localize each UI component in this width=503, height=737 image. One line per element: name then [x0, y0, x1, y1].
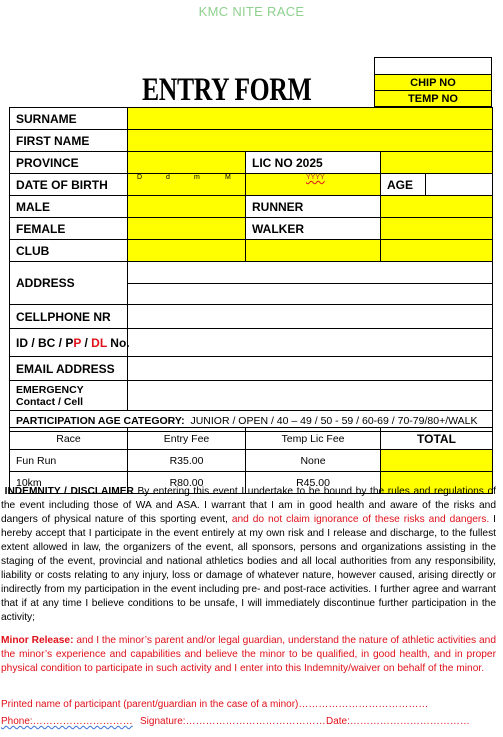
address-field-line1[interactable] [128, 262, 493, 284]
race-title: KMC NITE RACE [198, 4, 305, 19]
cellphone-field[interactable] [128, 305, 493, 329]
province-label: PROVINCE [10, 152, 128, 174]
fees-10km-temp: R45.00 [246, 472, 381, 494]
entry-form-table [9, 107, 493, 432]
dob-d2-hint: d [166, 174, 170, 181]
dob-m1-hint: m [194, 174, 200, 181]
minor-release-paragraph [1, 634, 496, 676]
club-field-1[interactable] [128, 240, 246, 262]
indemnity-paragraph [1, 485, 496, 625]
printed-name-line[interactable]: Printed name of participant (parent/guardian in the case of a minor)………………………………… [1, 699, 429, 710]
fees-header-entry: Entry Fee [128, 428, 246, 450]
surname-label: SURNAME [10, 108, 128, 130]
walker-label: WALKER [246, 218, 381, 240]
first-name-label: FIRST NAME [10, 130, 128, 152]
male-label: MALE [10, 196, 128, 218]
dob-m2-hint: M [225, 174, 231, 181]
fees-header-temp-lic: Temp Lic Fee [246, 428, 381, 450]
emergency-field[interactable] [128, 381, 493, 411]
fees-funrun-race: Fun Run [10, 450, 128, 472]
address-label: ADDRESS [10, 262, 128, 305]
temp-no-label: TEMP NO [374, 90, 492, 107]
phone-line[interactable]: Phone:………………………… [1, 716, 133, 727]
dob-day-month-field[interactable] [128, 174, 246, 196]
emergency-line1: EMERGENCY [16, 383, 84, 396]
id-field[interactable] [128, 329, 493, 357]
indemnity-title: INDEMNITY / DISCLAIMER [4, 486, 134, 497]
club-field-3[interactable] [381, 240, 493, 262]
fees-table [9, 427, 493, 494]
emergency-line2: Contact / Cell [16, 395, 84, 408]
email-label: EMAIL ADDRESS [10, 357, 128, 381]
fees-header-total: TOTAL [381, 428, 493, 450]
first-name-field[interactable] [128, 130, 493, 152]
email-field[interactable] [128, 357, 493, 381]
participation-label: PARTICIPATION AGE CATEGORY: [16, 415, 185, 427]
fees-header-race: Race [10, 428, 128, 450]
indemnity-text-red: and do not claim ignorance of these risks and dangers. [227, 514, 490, 525]
id-prefix: ID / BC / P [16, 335, 74, 350]
fees-10km-race: 10km [10, 472, 128, 494]
female-label: FEMALE [10, 218, 128, 240]
id-label [10, 329, 128, 357]
fees-10km-entry: R80.00 [128, 472, 246, 494]
age-label: AGE [381, 174, 426, 196]
id-sep: / [81, 335, 92, 350]
emergency-label [10, 381, 128, 411]
signature-line[interactable]: Signature:…………………………………… [140, 716, 326, 727]
dob-year-hint: YYYY [306, 174, 325, 181]
indemnity-text1: By entering this event I undertake to be bound by the rules and regulations of the event including those of WA and ASA. I warrant that I am in good health and aware of the risks and dangers of physical nature of this sporting event, [1, 486, 496, 525]
fees-funrun-entry: R35.00 [128, 450, 246, 472]
lic-no-label: LIC NO 2025 [246, 152, 381, 174]
indemnity-text2: I hereby accept that I participate in the event entirely at my own risk and I release and discharge, to the fullest extent allowed in law, the organizers of the event, all sponsors, persons and organizations assisting in the staging of the event, provincial and national athletics bodies and all local authorities from any responsibility, liability or costs relating to any injury, loss or damage of whatever nature, however caused, arising directly or indirectly from my participation in the event including pre- and post-race activities. I further agree and warrant that if at any time I believe conditions to be unsafe, I will immediately discontinue further participation in the activity; [1, 514, 496, 623]
runner-field[interactable] [381, 196, 493, 218]
dob-year-field[interactable] [246, 174, 381, 196]
dob-label: DATE OF BIRTH [10, 174, 128, 196]
club-label: CLUB [10, 240, 128, 262]
fees-funrun-total[interactable] [381, 450, 493, 472]
lic-no-field[interactable] [381, 152, 493, 174]
province-field[interactable] [128, 152, 246, 174]
participation-values[interactable]: JUNIOR / OPEN / 40 – 49 / 50 - 59 / 60-69 / 70-79/80+/WALK [190, 415, 478, 427]
club-field-2[interactable] [246, 240, 381, 262]
walker-field[interactable] [381, 218, 493, 240]
minor-release-title: Minor Release: [1, 635, 74, 646]
id-suffix: No. [106, 335, 130, 350]
male-field[interactable] [128, 196, 246, 218]
cellphone-label: CELLPHONE NR [10, 305, 128, 329]
chip-blank-box[interactable] [374, 57, 492, 75]
fees-funrun-temp: None [246, 450, 381, 472]
date-line[interactable]: Date:……………………………… [326, 716, 470, 727]
age-field[interactable] [426, 174, 493, 196]
surname-field[interactable] [128, 108, 493, 130]
chip-no-label: CHIP NO [374, 74, 492, 91]
address-field-line2[interactable] [128, 283, 493, 305]
dob-d1-hint: D [137, 174, 143, 181]
female-field[interactable] [128, 218, 246, 240]
runner-label: RUNNER [246, 196, 381, 218]
id-p-red: P [73, 335, 82, 350]
minor-release-text: and I the minor’s parent and/or legal guardian, understand the nature of athletic activities and the minor’s experience and capabilities and believe the minor to be qualified, in good health, and in proper physical condition to participate in such activity and I enter into this Indemnity/waiver on behalf of the minor. [1, 635, 496, 674]
id-dl: DL [91, 335, 107, 350]
form-title: ENTRY FORM [142, 72, 312, 108]
